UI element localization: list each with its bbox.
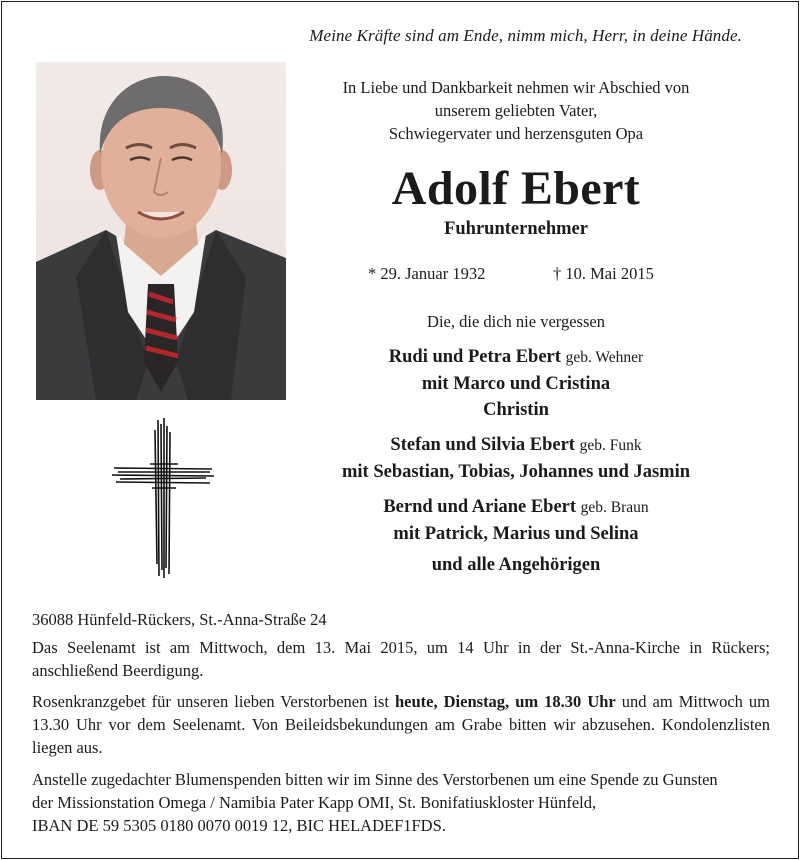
family-names: Bernd und Ariane Ebert	[383, 497, 577, 517]
intro-line: unserem geliebten Vater,	[434, 101, 598, 120]
donation-info	[32, 768, 770, 837]
address: 36088 Hünfeld-Rückers, St.-Anna-Straße 24	[32, 610, 327, 629]
all-relatives: und alle Angehörigen	[431, 555, 601, 575]
deceased-name: Adolf Ebert	[391, 162, 641, 215]
bible-verse: Meine Kräfte sind am Ende, nimm mich, Herr, in deine Hände.	[309, 26, 742, 45]
family-children: Christin	[483, 400, 549, 420]
intro-line: Schwiegervater und herzensguten Opa	[388, 124, 644, 143]
family-children: mit Sebastian, Tobias, Johannes und Jasmin	[341, 462, 691, 482]
rosary-time: heute, Dienstag, um 18.30 Uhr	[395, 692, 616, 711]
death-date: † 10. Mai 2015	[553, 264, 654, 283]
deceased-occupation: Fuhrunternehmer	[444, 219, 588, 239]
family-names: Rudi und Petra Ebert	[388, 347, 561, 367]
donation-line: IBAN DE 59 5305 0180 0070 0019 12, BIC HELADEF1FDS.	[32, 816, 446, 835]
family-children: mit Marco und Cristina	[421, 374, 611, 394]
intro-line: In Liebe und Dankbarkeit nehmen wir Abschied von	[342, 78, 690, 97]
donation-line: Anstelle zugedachter Blumenspenden bitten wir im Sinne des Verstorbenen um eine Spende zu Gunsten	[32, 770, 718, 789]
maiden-name: geb. Funk	[579, 437, 642, 454]
family-block	[306, 344, 726, 423]
maiden-name: geb. Braun	[580, 499, 649, 516]
requiem-info: Das Seelenamt ist am Mittwoch, dem 13. Mai 2015, um 14 Uhr in der St.-Anna-Kirche in Rückers; anschließend Beerdigung.	[32, 638, 770, 680]
maiden-name: geb. Wehner	[565, 349, 644, 366]
family-children: mit Patrick, Marius und Selina	[393, 524, 639, 544]
mourners-heading: Die, die dich nie vergessen	[427, 312, 605, 331]
family-names: Stefan und Silvia Ebert	[390, 435, 575, 455]
donation-line: der Missionstation Omega / Namibia Pater Kapp OMI, St. Bonifatiuskloster Hünfeld,	[32, 793, 597, 812]
rosary-text: und am Mittwoch um 13.30 Uhr vor dem Seelenamt. Von Beileidsbekundungen am Grabe bitten wir abzusehen. Kondolenzlisten liegen aus.	[32, 692, 771, 757]
portrait-photo	[36, 62, 286, 400]
family-block	[306, 494, 726, 547]
rosary-info	[32, 690, 770, 759]
farewell-intro	[306, 76, 726, 145]
rosary-text: Rosenkranzgebet für unseren lieben Verstorbenen ist	[32, 692, 389, 711]
family-block	[306, 432, 726, 485]
cross-icon	[112, 418, 216, 585]
birth-date: * 29. Januar 1932	[368, 264, 486, 283]
